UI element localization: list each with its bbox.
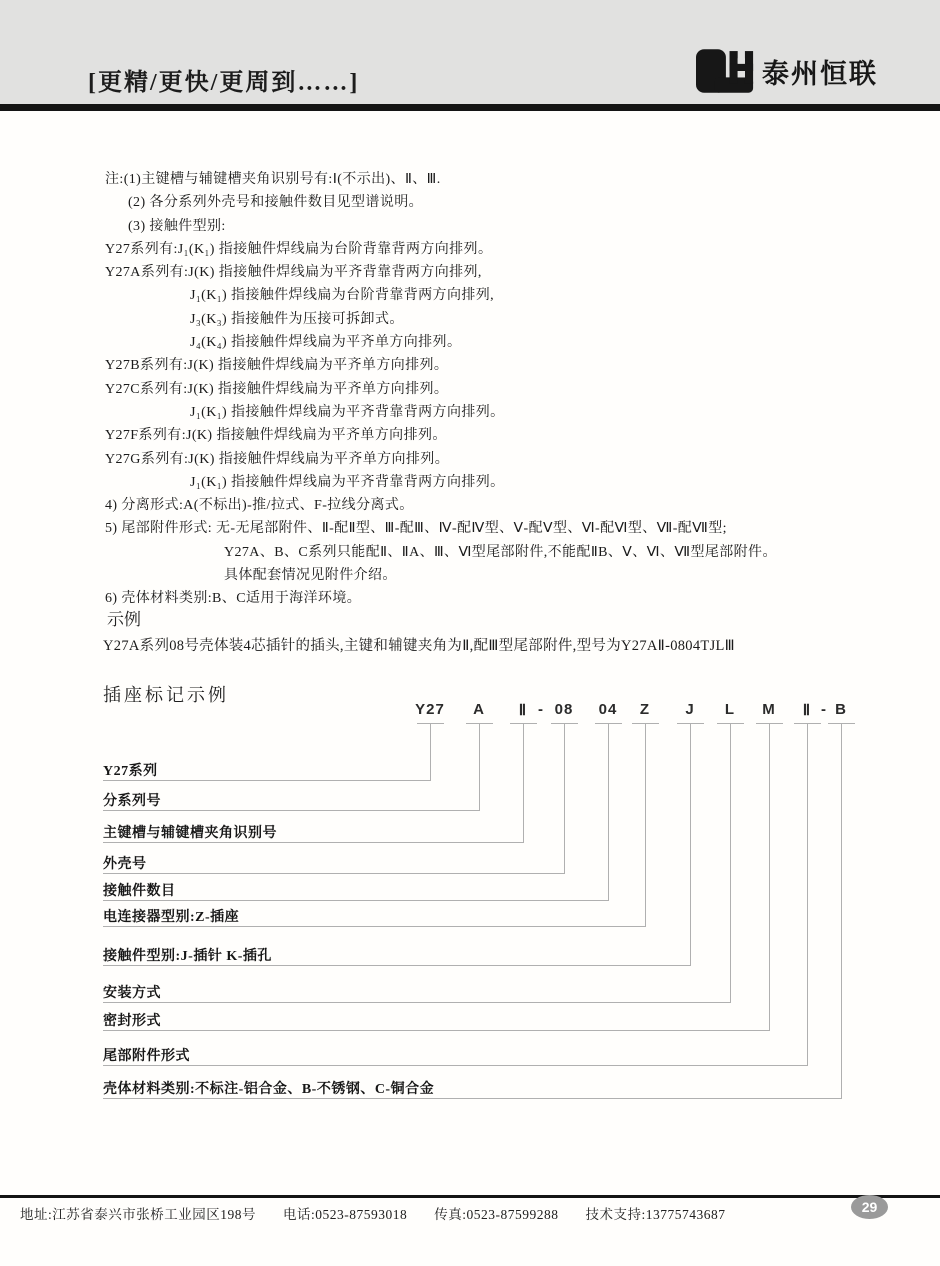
note-line: Y27G系列有:J(K) 指接触件焊线扁为平齐单方向排列。 [105, 451, 450, 467]
field-underline [103, 1030, 770, 1031]
field-underline [103, 1065, 808, 1066]
field-connector-line [730, 723, 731, 1002]
code-segment: 04 [598, 701, 618, 718]
code-tick [828, 723, 855, 724]
field-label: 电连接器型别:Z-插座 [103, 910, 240, 925]
note-line: 注:(1)主键槽与辅键槽夹角识别号有:Ⅰ(不示出)、Ⅱ、Ⅲ. [105, 172, 441, 187]
code-tick [794, 723, 821, 724]
note-line: Y27B系列有:J(K) 指接触件焊线扁为平齐单方向排列。 [105, 358, 449, 374]
footer-item: 传真:0523-87599288 [434, 1207, 559, 1222]
notes-section [0, 168, 940, 611]
field-underline [103, 900, 609, 901]
field-underline [103, 1098, 842, 1099]
code-tick [417, 723, 444, 724]
code-tick [551, 723, 578, 724]
field-connector-line [645, 723, 646, 926]
field-underline [103, 1002, 731, 1003]
code-tick [632, 723, 659, 724]
code-segment: Ⅱ [802, 702, 812, 719]
page-number-badge: 29 [851, 1195, 888, 1219]
code-separator: - [821, 701, 827, 718]
note-line: J₁(K₁) 指接触件焊线扁为台阶背靠背两方向排列, [190, 288, 495, 304]
field-label: Y27系列 [103, 764, 158, 779]
field-label: 接触件型别:J-插针 K-插孔 [103, 949, 272, 964]
code-segment: L [724, 701, 736, 718]
footer-item: 地址:江苏省泰兴市张桥工业园区198号 [20, 1207, 257, 1222]
code-separator: - [538, 701, 544, 718]
note-line: J₁(K₁) 指接触件焊线扁为平齐背靠背两方向排列。 [190, 474, 505, 490]
company-logo-icon [696, 48, 754, 94]
code-segment: M [762, 701, 776, 718]
note-line: (2) 各分系列外壳号和接触件数目见型谱说明。 [128, 195, 424, 211]
header-divider [0, 104, 940, 111]
field-connector-line [564, 723, 565, 873]
note-line: J₃(K₃) 指接触件为压接可拆卸式。 [190, 311, 404, 327]
note-line: Y27A系列有:J(K) 指接触件焊线扁为平齐背靠背两方向排列, [105, 265, 482, 281]
code-segment: A [473, 701, 485, 718]
field-label: 壳体材料类别:不标注-铝合金、B-不锈钢、C-铜合金 [103, 1082, 435, 1097]
footer-item: 技术支持:13775743687 [585, 1207, 726, 1222]
company-name: 泰州恒联 [762, 58, 878, 89]
note-line: Y27C系列有:J(K) 指接触件焊线扁为平齐单方向排列。 [105, 381, 449, 397]
field-label: 接触件数目 [103, 884, 176, 899]
note-line: J₄(K₄) 指接触件焊线扁为平齐单方向排列。 [190, 335, 462, 351]
field-connector-line [430, 723, 431, 780]
page-header [0, 0, 940, 104]
field-connector-line [769, 723, 770, 1030]
field-underline [103, 810, 480, 811]
note-line: 具体配套情况见附件介绍。 [224, 568, 397, 584]
note-line: 6) 壳体材料类别:B、C适用于海洋环境。 [105, 591, 362, 607]
field-connector-line [807, 723, 808, 1065]
code-segment: Y27 [415, 701, 445, 718]
field-label: 密封形式 [103, 1014, 161, 1029]
code-tick [756, 723, 783, 724]
field-connector-line [479, 723, 480, 810]
footer-info [20, 1203, 726, 1223]
field-label: 主键槽与辅键槽夹角识别号 [103, 826, 277, 841]
field-label: 安装方式 [103, 986, 161, 1001]
note-line: (3) 接触件型别: [128, 218, 226, 234]
code-tick [717, 723, 744, 724]
code-tick [510, 723, 537, 724]
field-underline [103, 780, 431, 781]
field-connector-line [523, 723, 524, 842]
field-label: 外壳号 [103, 857, 147, 872]
code-tick [677, 723, 704, 724]
code-segment: Z [639, 701, 651, 718]
example-text: Y27A系列08号壳体装4芯插针的插头,主键和辅键夹角为Ⅱ,配Ⅲ型尾部附件,型号为Y27AⅡ-0804TJLⅢ [103, 638, 735, 654]
field-underline [103, 926, 646, 927]
note-line: J₁(K₁) 指接触件焊线扁为平齐背靠背两方向排列。 [190, 404, 505, 420]
code-segment: B [835, 701, 847, 718]
code-tick [466, 723, 493, 724]
brand [696, 48, 878, 94]
example-heading: 示例 [107, 610, 141, 629]
code-segment: J [685, 701, 695, 718]
field-label: 分系列号 [103, 794, 161, 809]
footer-divider [0, 1195, 940, 1198]
code-tick [595, 723, 622, 724]
field-underline [103, 842, 524, 843]
footer-item: 电话:0523-87593018 [283, 1207, 408, 1222]
field-connector-line [608, 723, 609, 900]
field-underline [103, 873, 565, 874]
note-line: 4) 分离形式:A(不标出)-推/拉式、F-拉线分离式。 [105, 498, 414, 514]
field-underline [103, 965, 691, 966]
code-segment: 08 [554, 701, 574, 718]
note-line: 5) 尾部附件形式: 无-无尾部附件、Ⅱ-配Ⅱ型、Ⅲ-配Ⅲ、Ⅳ-配Ⅳ型、Ⅴ-配Ⅴ型、Ⅵ-配Ⅵ型、Ⅶ-配Ⅶ型; [105, 521, 727, 537]
field-label: 尾部附件形式 [103, 1049, 190, 1064]
diagram-heading: 插座标记示例 [103, 685, 229, 705]
code-segment: Ⅱ [518, 702, 528, 719]
note-line: Y27系列有:J₁(K₁) 指接触件焊线扁为台阶背靠背两方向排列。 [105, 241, 493, 257]
field-connector-line [690, 723, 691, 965]
note-line: Y27F系列有:J(K) 指接触件焊线扁为平齐单方向排列。 [105, 428, 447, 444]
field-connector-line [841, 723, 842, 1098]
header-slogan: [更精/更快/更周到……] [88, 70, 360, 96]
note-line: Y27A、B、C系列只能配Ⅱ、ⅡA、Ⅲ、Ⅵ型尾部附件,不能配ⅡB、Ⅴ、Ⅵ、Ⅶ型尾部附件。 [224, 544, 777, 560]
